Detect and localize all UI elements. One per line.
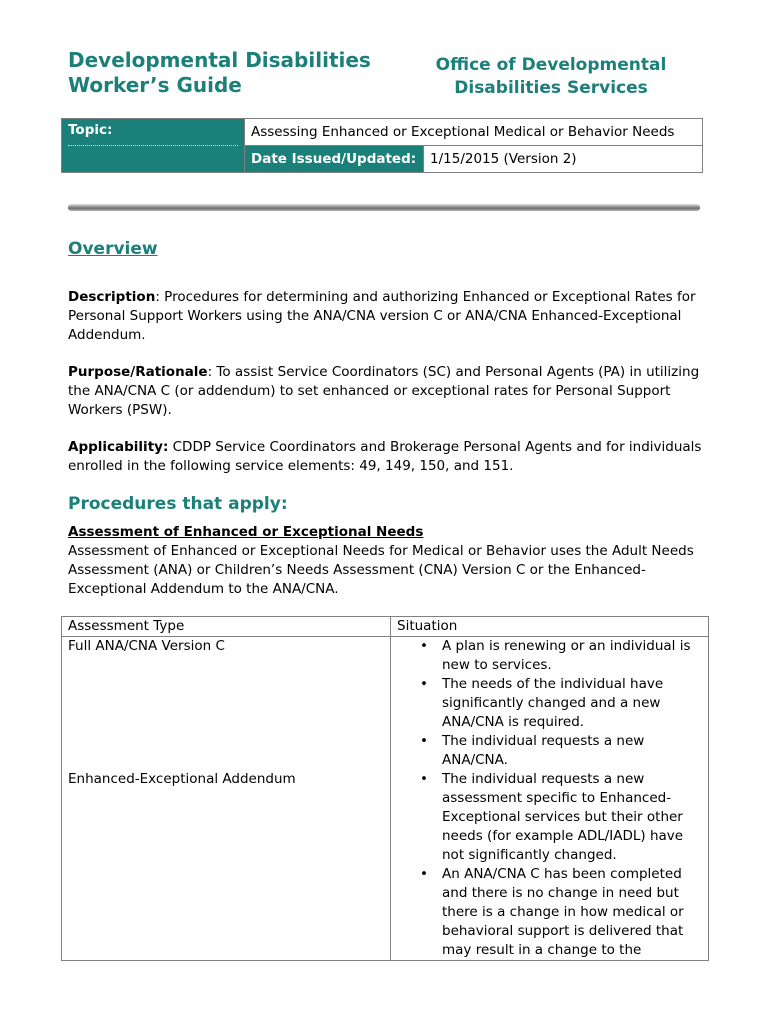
situation-bullet: • The needs of the individual have significantly changed and a new ANA/CNA is required. — [397, 675, 702, 732]
topic-info-table — [61, 118, 703, 173]
assessment-type-cell: Full ANA/CNA Version C — [62, 637, 391, 771]
description-label: Description — [68, 289, 156, 305]
assessment-type-cell: Enhanced-Exceptional Addendum — [62, 770, 391, 961]
date-label: Date Issued/Updated: — [245, 146, 424, 173]
office-name — [412, 54, 690, 100]
procedures-heading: Procedures that apply: — [68, 494, 288, 514]
situation-cell — [391, 770, 709, 961]
table-row — [62, 770, 709, 961]
situation-bullet: • The individual requests a new assessment specific to Enhanced-Exceptional services but their other needs (for example ADL/IADL) have not significantly changed. — [397, 770, 702, 865]
situation-bullet: • An ANA/CNA C has been completed and there is no change in need but there is a change in how medical or behavioral support is delivered that may result in a change to the — [397, 865, 702, 960]
assessment-table — [61, 616, 709, 961]
table-row — [62, 637, 709, 771]
office-name-line2: Disabilities Services — [454, 78, 648, 98]
purpose-paragraph — [68, 363, 710, 420]
description-paragraph — [68, 288, 710, 345]
overview-heading: Overview — [68, 239, 158, 259]
situation-cell — [391, 637, 709, 771]
table-header-row — [62, 617, 709, 637]
col-header-situation: Situation — [391, 617, 709, 637]
situation-bullet: • The individual requests a new ANA/CNA. — [397, 732, 702, 770]
document-title-line1: Developmental Disabilities — [68, 48, 371, 72]
applicability-paragraph — [68, 438, 710, 476]
situation-bullet: • A plan is renewing or an individual is new to services. — [397, 637, 702, 675]
col-header-assessment-type: Assessment Type — [62, 617, 391, 637]
date-value: 1/15/2015 (Version 2) — [424, 146, 703, 173]
purpose-label: Purpose/Rationale — [68, 364, 208, 380]
applicability-label: Applicability: — [68, 439, 169, 455]
document-title — [68, 48, 371, 98]
assessment-subheading: Assessment of Enhanced or Exceptional Needs — [68, 524, 424, 540]
document-title-line2: Worker’s Guide — [68, 73, 242, 97]
purpose-text: : To assist Service Coordinators (SC) and Personal Agents (PA) in utilizing the ANA/CNA C (or addendum) to set enhanced or exceptional rates for Personal Support Workers (PSW). — [68, 364, 700, 418]
office-name-line1: Office of Developmental — [435, 55, 667, 75]
description-text: : Procedures for determining and authorizing Enhanced or Exceptional Rates for Personal Support Workers using the ANA/CNA version C or ANA/CNA Enhanced-Exceptional Addendum. — [68, 289, 696, 343]
section-divider — [68, 204, 700, 211]
assessment-intro: Assessment of Enhanced or Exceptional Needs for Medical or Behavior uses the Adult Needs Assessment (ANA) or Children’s Needs Assessment (CNA) Version C or the Enhanced-Exceptional Addendum to the ANA/CNA. — [68, 543, 694, 597]
topic-label: Topic: — [62, 119, 245, 173]
applicability-text: CDDP Service Coordinators and Brokerage Personal Agents and for individuals enrolled in the following service elements: 49, 149, 150, and 151. — [68, 439, 702, 474]
topic-value: Assessing Enhanced or Exceptional Medical or Behavior Needs — [245, 119, 703, 146]
